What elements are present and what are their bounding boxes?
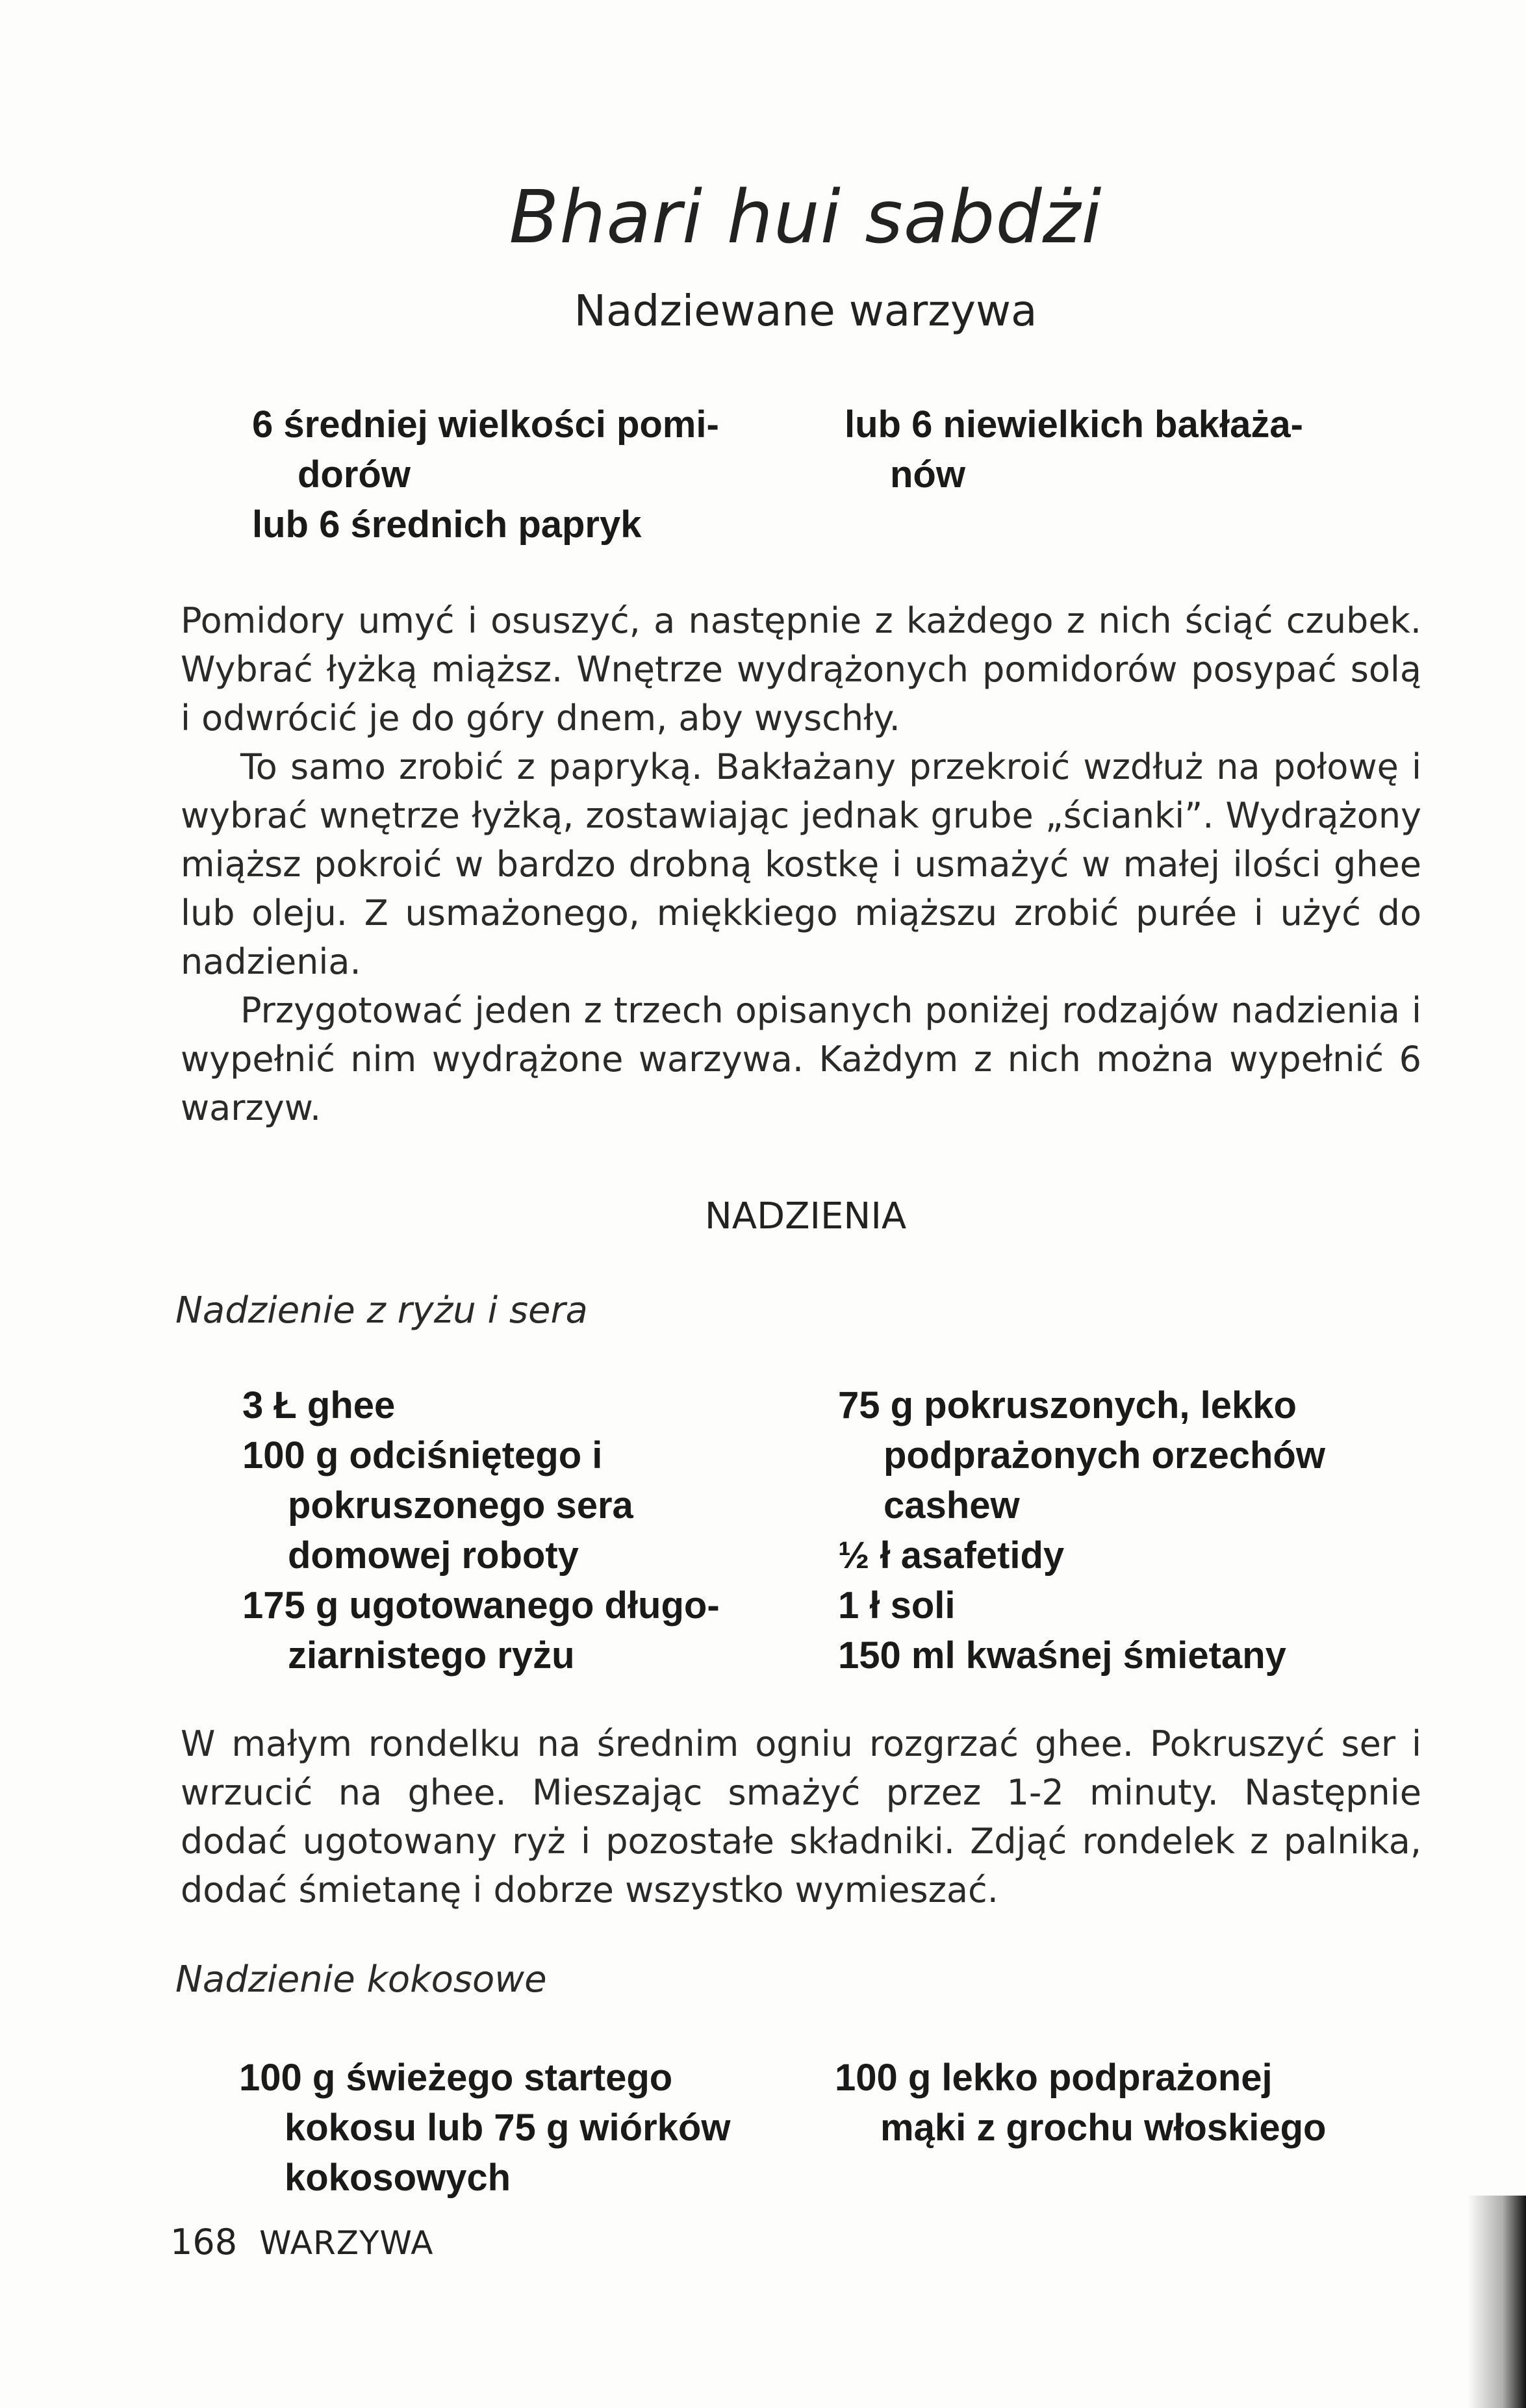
ingredient-item: 1 ł soli: [838, 1584, 956, 1627]
ingredient-item: 100 g lekko podprażonej mąki z grochu włoskiego: [835, 2057, 1327, 2149]
fillings-heading: NADZIENIA: [704, 1195, 907, 1237]
ingredient-item: 175 g ugotowanego długo- ziarnistego ryżu: [242, 1584, 720, 1677]
ingredient-item: ½ ł asafetidy: [838, 1534, 1065, 1577]
filling2-name: Nadzienie kokosowe: [175, 1958, 547, 2001]
ingredient-item: lub 6 niewielkich bakłaża- nów: [845, 403, 1303, 496]
filling1-ingredients-left: [242, 1380, 782, 1680]
instruction-paragraph: To samo zrobić z papryką. Bakłażany przekroić wzdłuż na połowę i wybrać wnętrze łyżką, zostawiając jednak grube „ścianki”. Wydrążony miąższ pokroić w bardzo drobną kostkę i usmażyć w małej ilości ghee lub oleju. Z usmażonego, miękkiego miąższu zrobić purée i użyć do nadzienia.: [181, 746, 1421, 982]
instruction-paragraph: Pomidory umyć i osuszyć, a następnie z każdego z nich ściąć czubek. Wybrać łyżką miąższ. Wnętrze wydrążonych pomidorów posypać solą i odwrócić je do góry dnem, aby wyschły.: [181, 600, 1421, 739]
ingredient-item: 3 Ł ghee: [242, 1384, 396, 1426]
ingredient-item: 100 g odciśniętego i pokruszonego sera domowej roboty: [242, 1434, 633, 1577]
main-ingredients-left: [252, 399, 811, 550]
page-number: 168: [170, 2222, 238, 2262]
ingredient-item: 150 ml kwaśnej śmietany: [838, 1634, 1286, 1677]
main-ingredients-right: [845, 399, 1403, 500]
ingredient-item: 100 g świeżego startego kokosu lub 75 g wiórków kokosowych: [239, 2057, 731, 2199]
filling2-ingredients-left: [239, 2053, 759, 2203]
page-edge-shadow: [1468, 2196, 1526, 2408]
filling1-instructions: [181, 1719, 1421, 1914]
recipe-title: Bhari hui sabdżi: [509, 175, 1102, 260]
page-footer: [170, 2222, 433, 2262]
filling2-ingredients-right: [835, 2053, 1354, 2153]
running-section: WARZYWA: [259, 2224, 434, 2262]
recipe-subtitle: Nadziewane warzywa: [574, 286, 1037, 336]
ingredient-item: lub 6 średnich papryk: [252, 503, 642, 546]
instruction-paragraph: W małym rondelku na średnim ogniu rozgrzać ghee. Pokruszyć ser i wrzucić na ghee. Mieszając smażyć przez 1-2 minuty. Następnie dodać ugotowany ryż i pozostałe składniki. Zdjąć rondelek z palnika, dodać śmietanę i dobrze wszystko wymieszać.: [181, 1723, 1421, 1910]
ingredient-item: 6 średniej wielkości pomi- dorów: [252, 403, 719, 496]
instruction-paragraph: Przygotować jeden z trzech opisanych poniżej rodzajów nadzienia i wypełnić nim wydrążone warzywa. Każdym z nich można wypełnić 6 warzyw.: [181, 990, 1421, 1128]
filling1-name: Nadzienie z ryżu i sera: [175, 1289, 588, 1332]
ingredient-item: 75 g pokruszonych, lekko podprażonych orzechów cashew: [838, 1384, 1325, 1527]
filling1-ingredients-right: [838, 1380, 1358, 1680]
instructions: [181, 596, 1421, 1132]
